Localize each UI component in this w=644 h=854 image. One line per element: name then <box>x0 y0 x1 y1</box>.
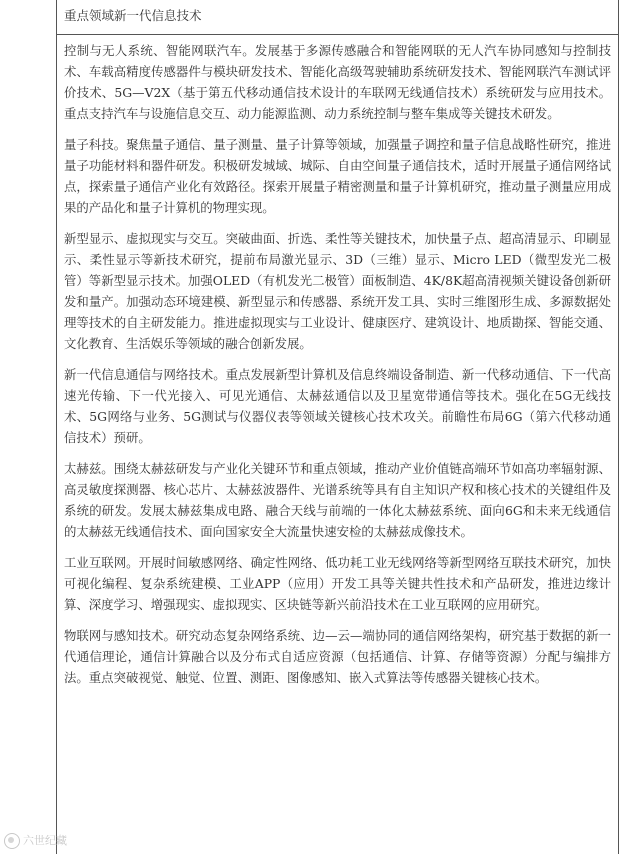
paragraph-industrial-internet: 工业互联网。开展时间敏感网络、确定性网络、低功耗工业无线网络等新型网络互联技术研究，加快可视化编程、复杂系统建模、工业APP（应用）开发工具等关键共性技术和产品研发，推进边缘计算、深度学习、增强现实、虚拟现实、区块链等新兴前沿技术在工业互联网的应用研究。 <box>64 555 611 612</box>
paragraph-terahertz: 太赫兹。围绕太赫兹研发与产业化关键环节和重点领域，推动产业价值链高端环节如高功率辐射源、高灵敏度探测器、核心芯片、太赫兹波器件、光谱系统等具有自主知识产权和核心技术的关键组件及系统的研发。发展太赫兹集成电路、融合天线与前端的一体化太赫兹系统、面向6G和未来无线通信的太赫兹无线通信技术、面向国家安全大流量快速安检的太赫兹成像技术。 <box>64 461 611 539</box>
section-title: 重点领域新一代信息技术 <box>64 8 202 23</box>
paragraph-communications: 新一代信息通信与网络技术。重点发展新型计算机及信息终端设备制造、新一代移动通信、下一代高速光传输、下一代光接入、可见光通信、太赫兹通信以及卫星宽带通信等技术。强化在5G无线技术、5G网络与业务、5G测试与仪器仪表等领域关键核心技术攻关。前瞻性布局6G（第六代移动通信技术）预研。 <box>64 367 611 445</box>
watermark-text: 六世纪藏 <box>23 834 67 847</box>
paragraph-display-vr: 新型显示、虚拟现实与交互。突破曲面、折选、柔性等关键技术，加快量子点、超高清显示、印刷显示、柔性显示等新技术研究，提前布局激光显示、3D（三维）显示、Micro LED（微型发光二极管）等新型显示技术。加强OLED（有机发光二极管）面板制造、4K/8K超高清视频关键设备创新研发和量产。加强动态环境建模、新型显示和传感器、系统开发工具、实时三维图形生成、多源数据处理等技术的自主研发能力。推进虚拟现实与工业设计、健康医疗、建筑设计、地质勘探、智能交通、文化教育、生活娱乐等领域的融合创新发展。 <box>64 231 611 351</box>
document-table <box>56 0 619 854</box>
paragraph-autonomous-vehicles: 控制与无人系统、智能网联汽车。发展基于多源传感融合和智能网联的无人汽车协同感知与控制技术、车载高精度传感器件与模块研发技术、智能化高级驾驶辅助系统研发技术、智能网联汽车测试评价技术、5G—V2X（基于第五代移动通信技术设计的车联网无线通信技术）系统研发与应用技术。重点支持汽车与设施信息交互、动力能源监测、动力系统控制与整车集成等关键技术研发。 <box>64 43 611 121</box>
paragraph-iot-sensing: 物联网与感知技术。研究动态复杂网络系统、边—云—端协同的通信网络架构，研究基于数据的新一代通信理论，通信计算融合以及分布式自适应资源（包括通信、计算、存储等资源）分配与编排方法。重点突破视觉、触觉、位置、测距、图像感知、嵌入式算法等传感器关键核心技术。 <box>64 628 611 685</box>
table-header-row <box>57 0 618 35</box>
table-content-cell <box>64 40 611 698</box>
watermark-logo-icon <box>4 833 20 849</box>
paragraph-quantum: 量子科技。聚焦量子通信、量子测量、量子计算等领域，加强量子调控和量子信息战略性研究，推进量子功能材料和器件研发。积极研发城域、城际、自由空间量子通信技术，适时开展量子通信网络试点，探索量子通信产业化有效路径。探索开展量子精密测量和量子计算机研究，推动量子测量应用成果的产品化和量子计算机的物理实现。 <box>64 137 611 215</box>
watermark <box>4 832 67 849</box>
